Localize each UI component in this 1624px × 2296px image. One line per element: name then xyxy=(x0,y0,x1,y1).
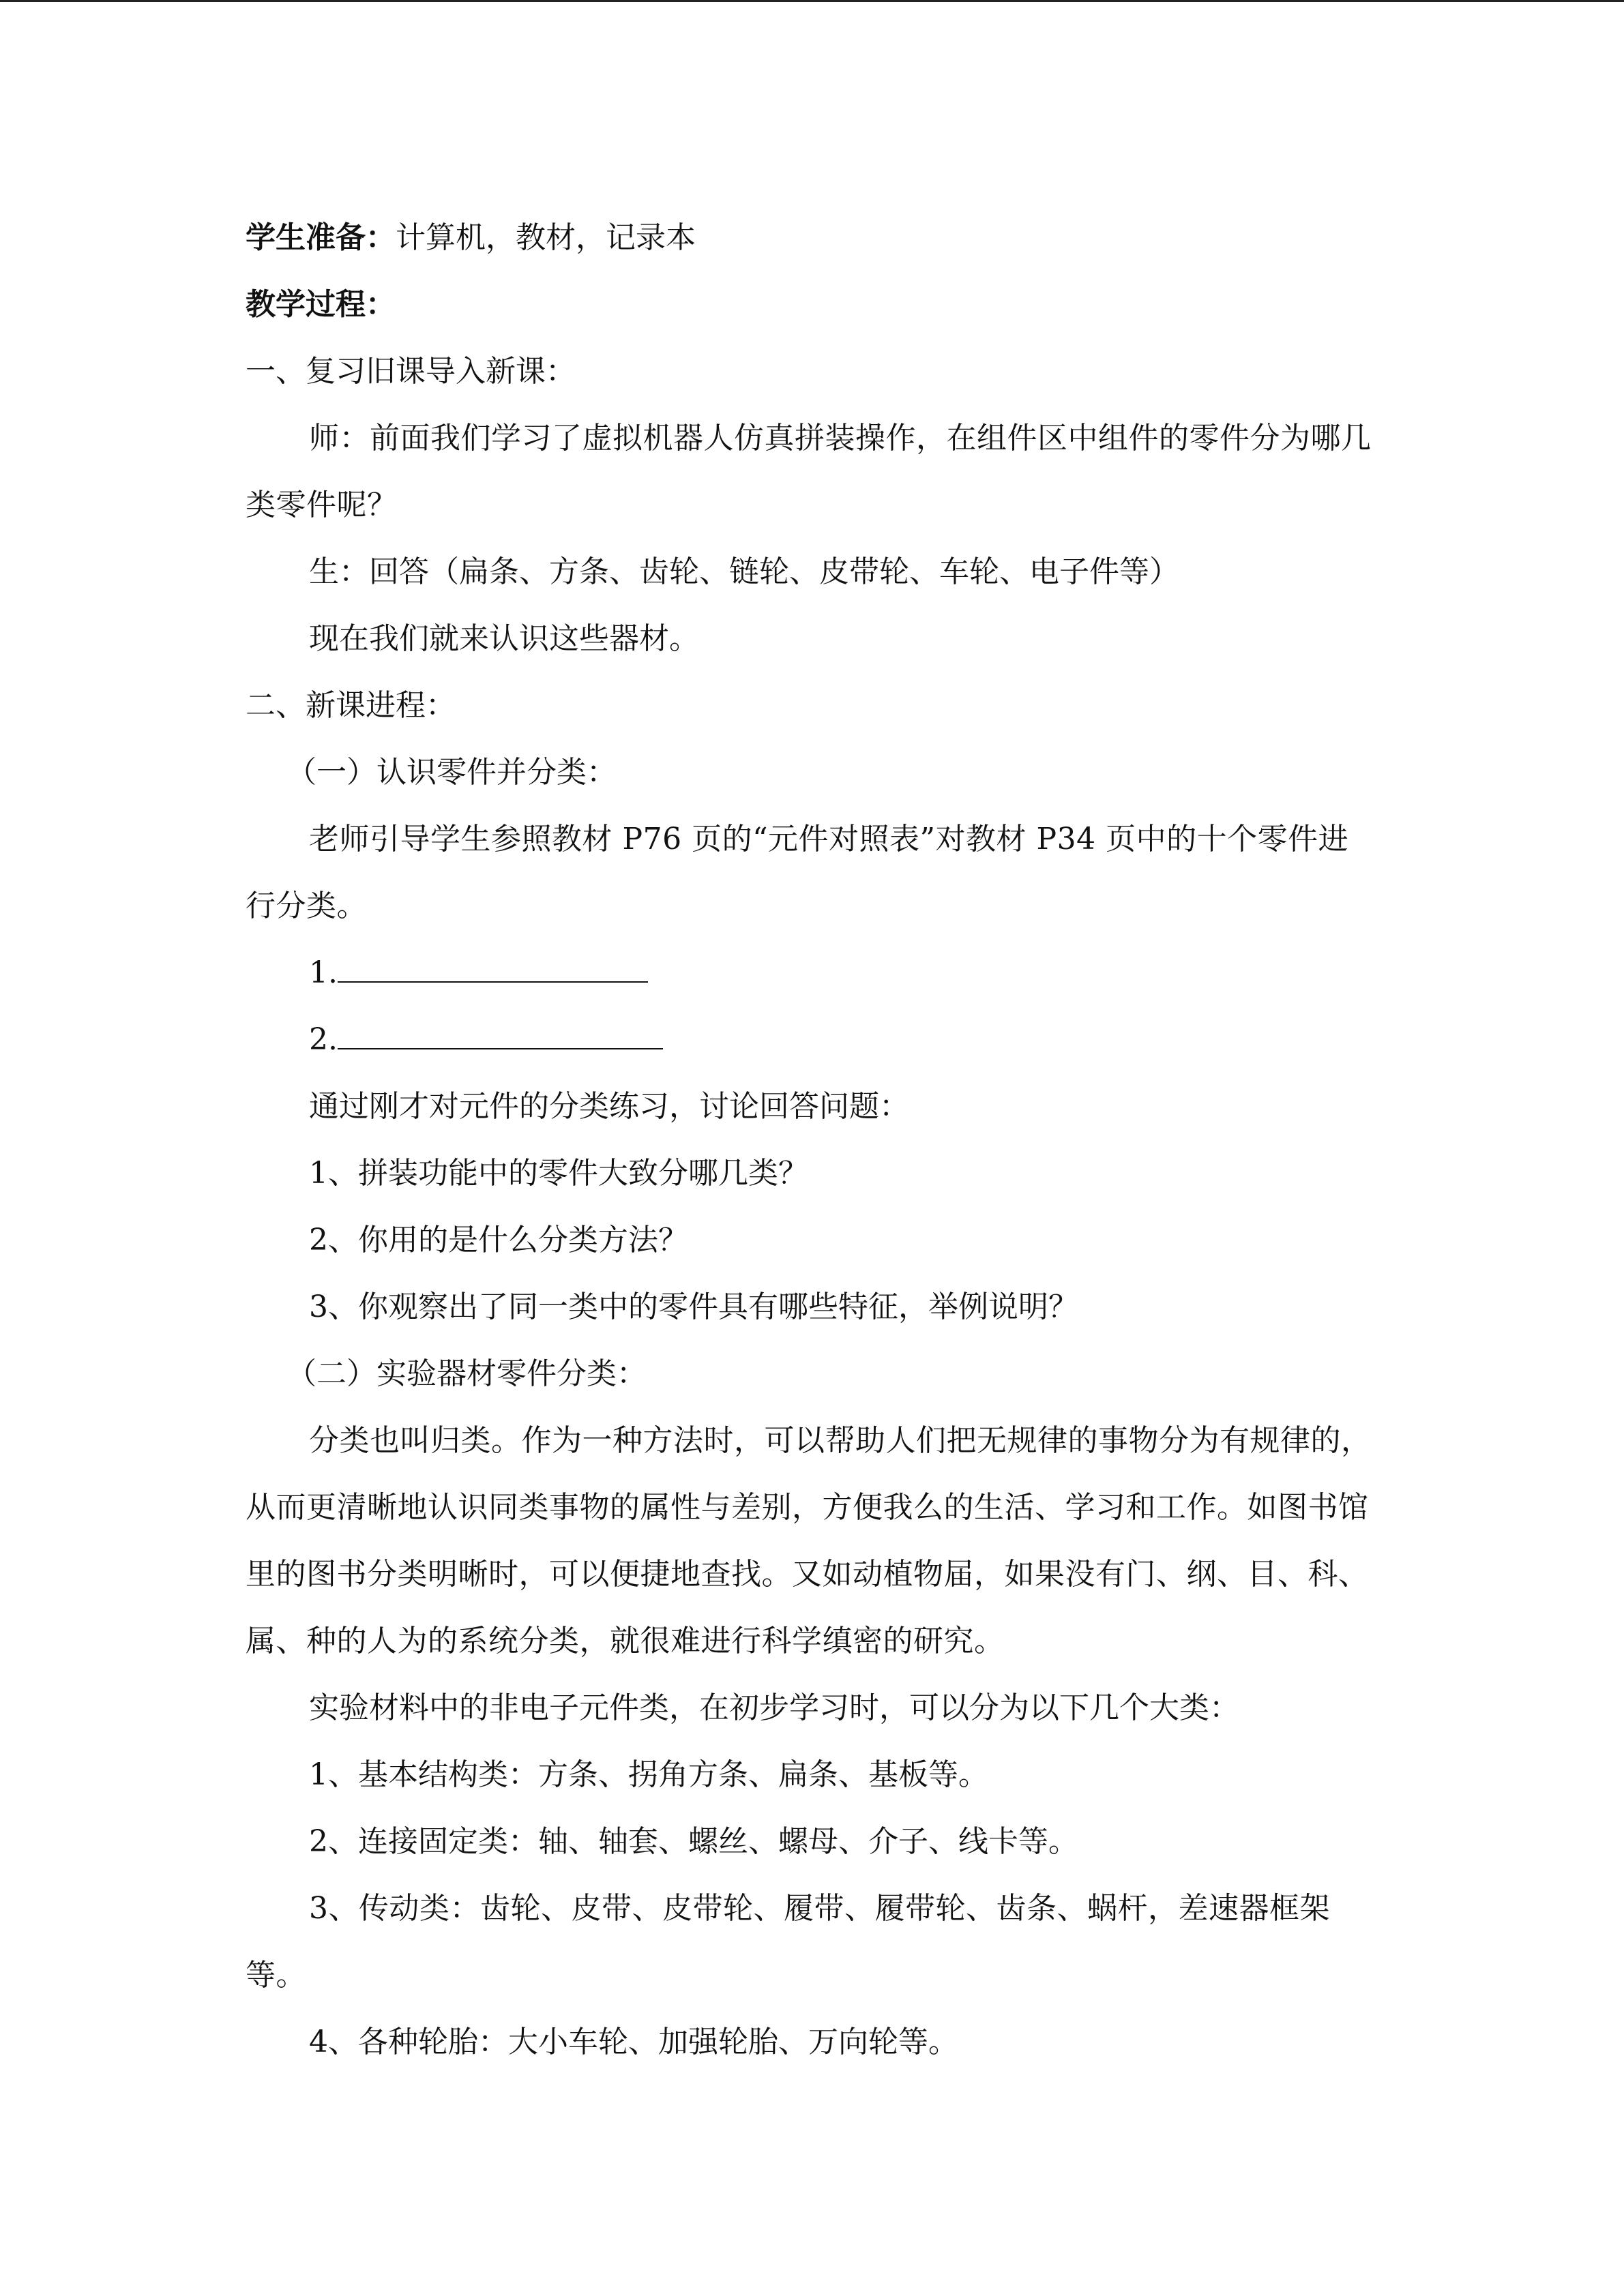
transition-text: 现在我们就来认识这些器材。 xyxy=(309,621,699,656)
student-answer: 生：回答（扁条、方条、齿轮、链轮、皮带轮、车轮、电子件等） xyxy=(309,554,1179,589)
blank-2-underline xyxy=(338,1018,663,1049)
student-prep-line xyxy=(246,205,1378,271)
sub1-heading: （一）认识零件并分类： xyxy=(286,755,617,790)
category-item-1: 1、基本结构类：方条、拐角方条、扁条、基板等。 xyxy=(309,1757,988,1792)
question-3: 3、你观察出了同一类中的零件具有哪些特征，举例说明？ xyxy=(309,1289,1078,1324)
sub1-intro: 老师引导学生参照教材 P76 页的“元件对照表”对教材 P34 页中的十个零件进行分类。 xyxy=(246,822,1349,923)
sub2-intro: 实验材料中的非电子元件类，在初步学习时，可以分为以下几个大类： xyxy=(309,1690,1239,1725)
blank-2-label: 2. xyxy=(309,1022,338,1057)
student-prep-label: 学生准备： xyxy=(246,220,396,255)
sub2-body: 分类也叫归类。作为一种方法时，可以帮助人们把无规律的事物分为有规律的，从而更清晰地认识同类事物的属性与差别，方便我么的生活、学习和工作。如图书馆里的图书分类明晰时，可以便捷地查找。又如动植物届，如果没有门、纲、目、科、属、种的人为的系统分类，就很难进行科学缜密的研究。 xyxy=(246,1423,1372,1658)
document-page xyxy=(246,205,1378,2076)
section2-heading: 二、新课进程： xyxy=(246,688,456,723)
teacher-question: 师：前面我们学习了虚拟机器人仿真拼装操作，在组件区中组件的零件分为哪几类零件呢？ xyxy=(246,421,1372,522)
question-1: 1、拼装功能中的零件大致分哪几类？ xyxy=(309,1156,808,1191)
blank-1-label: 1. xyxy=(309,955,338,990)
category-item-4: 4、各种轮胎：大小车轮、加强轮胎、万向轮等。 xyxy=(309,2025,958,2059)
sub2-heading: （二）实验器材零件分类： xyxy=(286,1356,647,1391)
discussion-prompt: 通过刚才对元件的分类练习，讨论回答问题： xyxy=(309,1089,909,1124)
blank-line-1 xyxy=(246,940,1378,1007)
student-prep-text: 计算机，教材，记录本 xyxy=(396,220,696,255)
blank-line-2 xyxy=(246,1007,1378,1073)
category-item-2: 2、连接固定类：轴、轴套、螺丝、螺母、介子、线卡等。 xyxy=(309,1824,1078,1859)
blank-1-underline xyxy=(338,951,648,983)
page-top-border xyxy=(0,0,1624,2)
category-item-3: 3、传动类：齿轮、皮带、皮带轮、履带、履带轮、齿条、蜗杆，差速器框架等。 xyxy=(246,1891,1330,1993)
section1-heading: 一、复习旧课导入新课： xyxy=(246,354,576,389)
question-2: 2、你用的是什么分类方法？ xyxy=(309,1223,688,1257)
teaching-process-heading: 教学过程： xyxy=(246,287,396,322)
